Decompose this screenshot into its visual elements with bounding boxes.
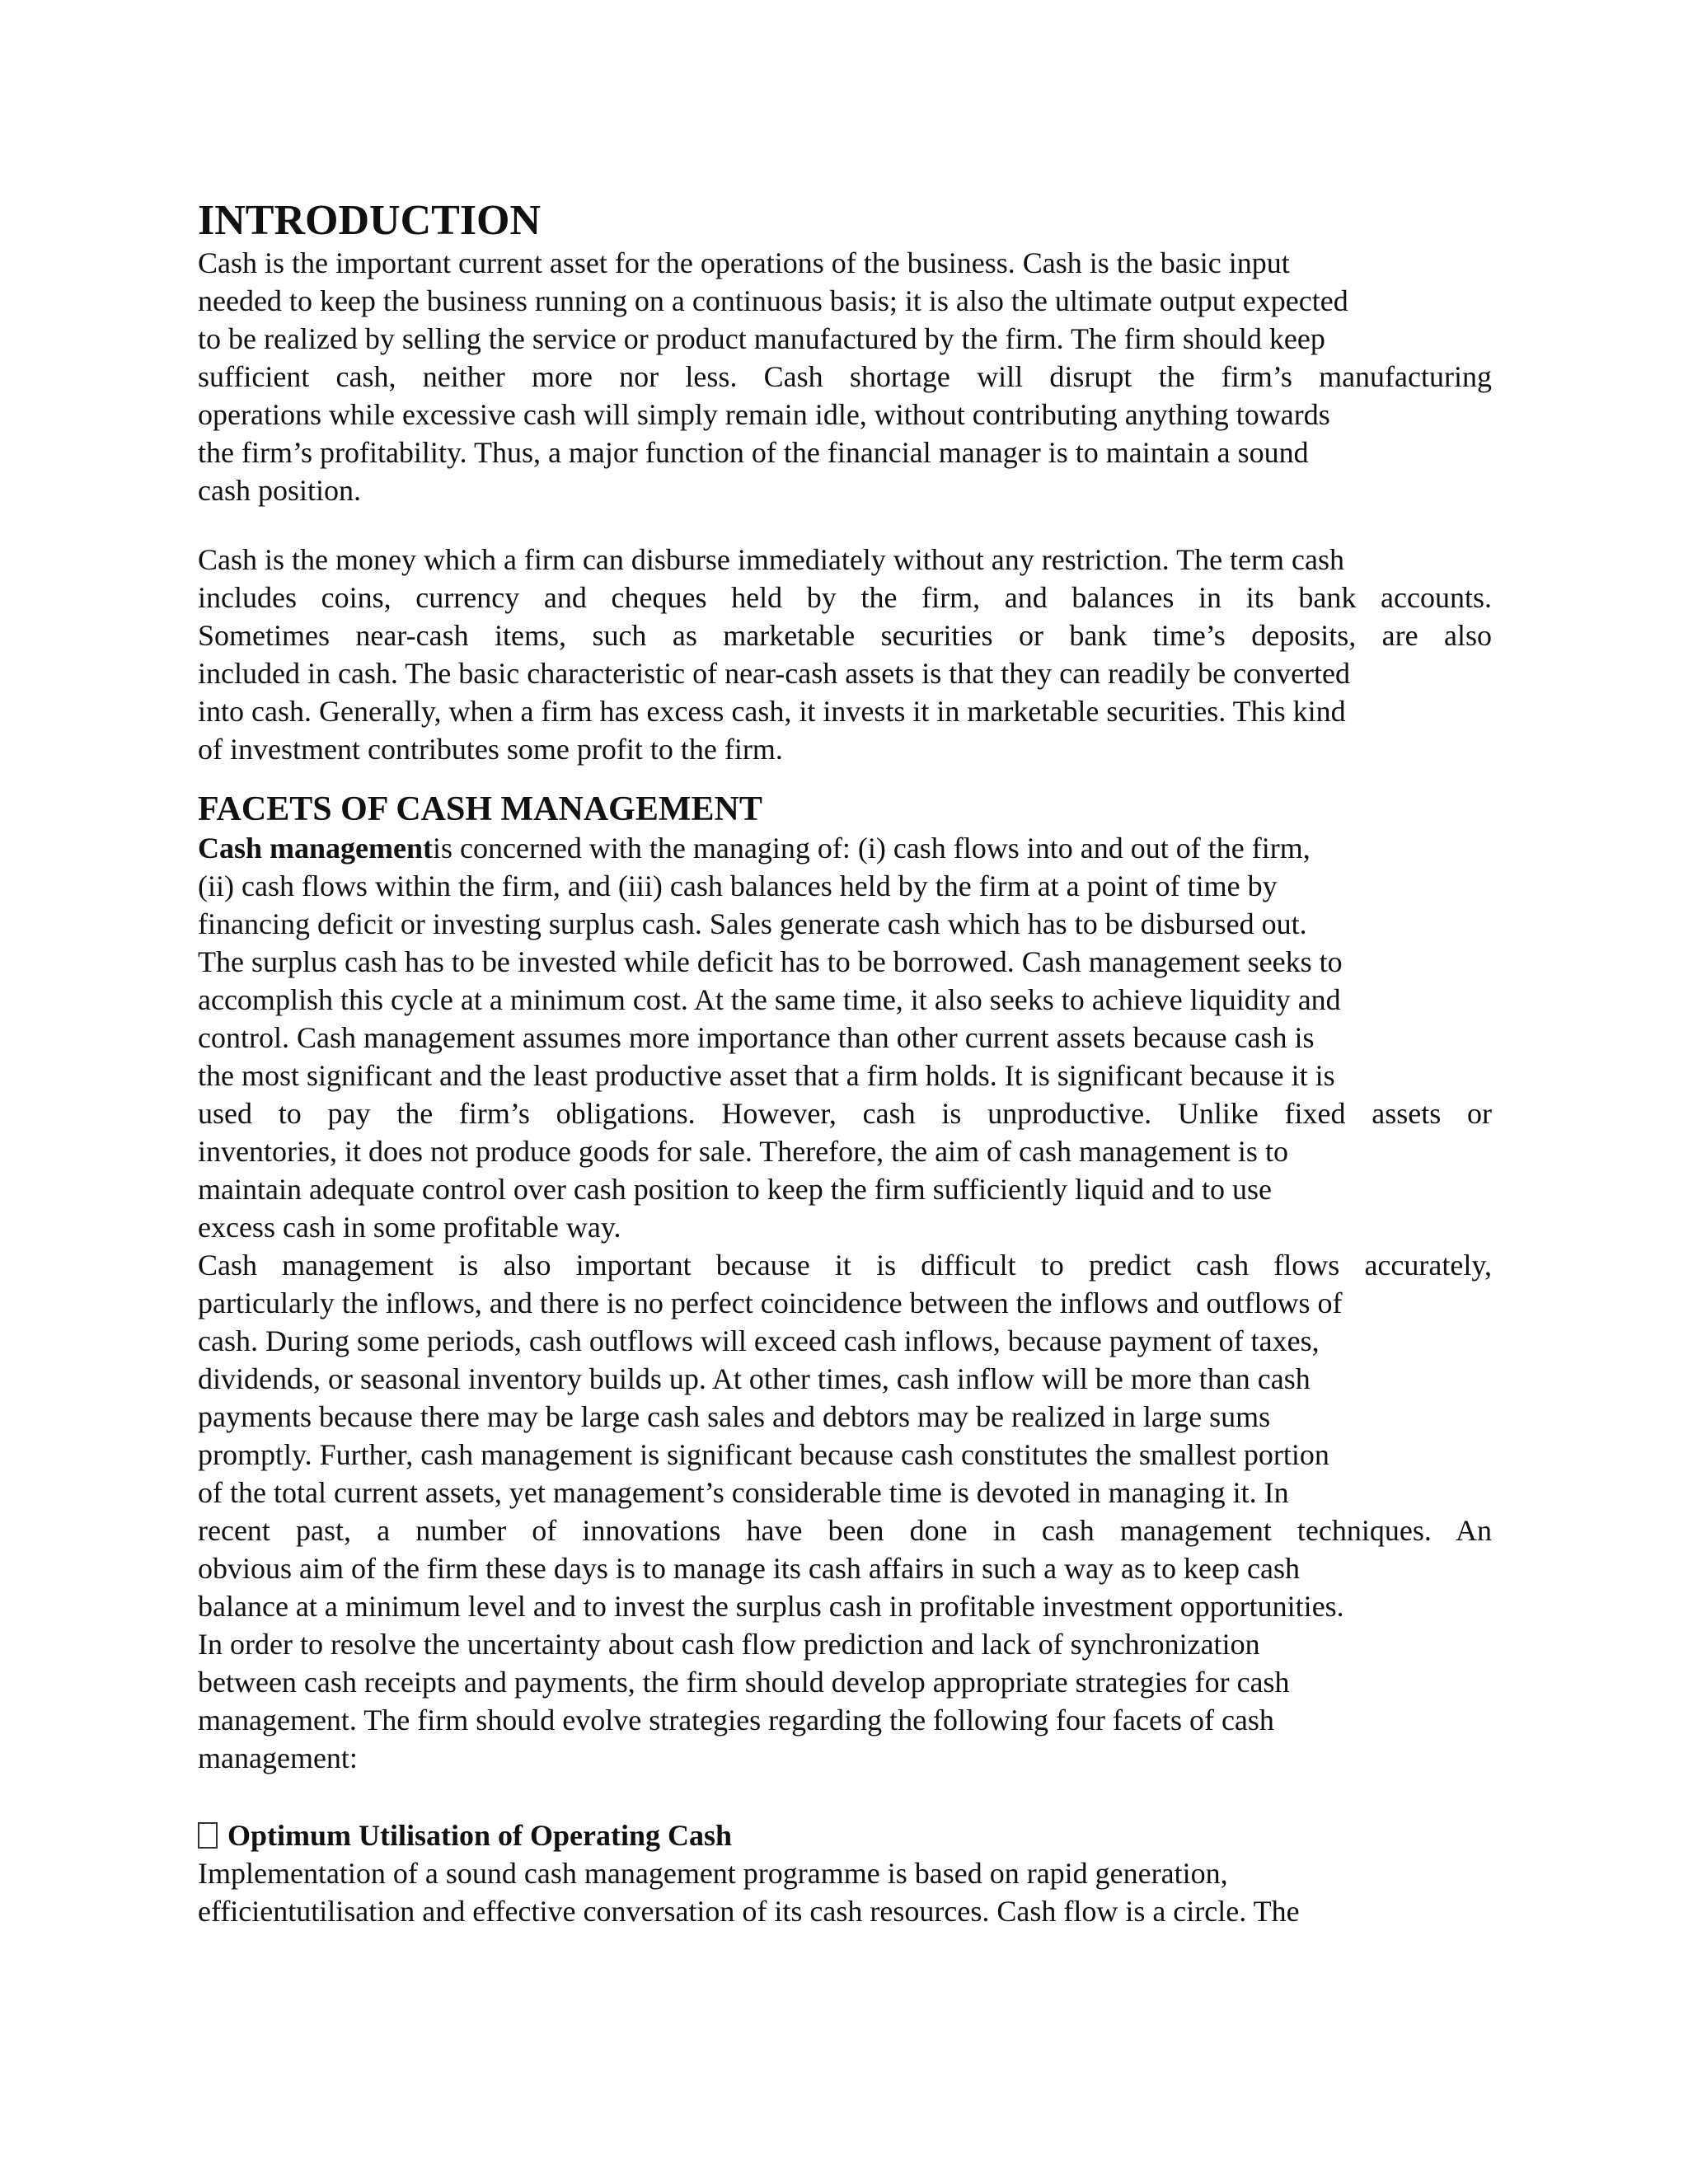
cash-management-term: Cash management	[198, 832, 433, 865]
facets-heading: FACETS OF CASH MANAGEMENT	[198, 790, 762, 828]
text-line: operations while excessive cash will simply remain idle, without contributing anything towards	[198, 398, 1330, 431]
text-line: payments because there may be large cash sales and debtors may be realized in large sums	[198, 1400, 1271, 1433]
text-line: obvious aim of the firm these days is to manage its cash affairs in such a way as to keep cash	[198, 1552, 1300, 1585]
text-line: sufficient cash, neither more nor less. Cash shortage will disrupt the firm’s manufacturing	[198, 360, 1492, 393]
text-line: of investment contributes some profit to the firm.	[198, 733, 783, 766]
text-line: (ii) cash flows within the firm, and (iii) cash balances held by the firm at a point of time by	[198, 869, 1278, 902]
text-line: inventories, it does not produce goods for sale. Therefore, the aim of cash management is to	[198, 1135, 1288, 1168]
text-line: into cash. Generally, when a firm has excess cash, it invests it in marketable securities. This kind	[198, 695, 1346, 728]
text-line: accomplish this cycle at a minimum cost. At the same time, it also seeks to achieve liquidity and	[198, 983, 1341, 1016]
text-line: the most significant and the least productive asset that a firm holds. It is significant because it is	[198, 1059, 1335, 1092]
bullet-box-icon	[198, 1822, 218, 1849]
text-line: recent past, a number of innovations have been done in cash management techniques. An	[198, 1514, 1492, 1547]
text-line: Cash is the important current asset for the operations of the business. Cash is the basic input	[198, 246, 1290, 279]
text-line: between cash receipts and payments, the firm should develop appropriate strategies for cash	[198, 1666, 1290, 1699]
introduction-paragraph-1	[198, 244, 1492, 509]
text-line: maintain adequate control over cash position to keep the firm sufficiently liquid and to use	[198, 1173, 1272, 1206]
facets-paragraph-2	[198, 1246, 1492, 1777]
text-line: promptly. Further, cash management is significant because cash constitutes the smallest portion	[198, 1438, 1329, 1471]
text-line: Sometimes near-cash items, such as marketable securities or bank time’s deposits, are also	[198, 619, 1492, 652]
document-page	[198, 198, 1492, 1930]
text-line: management. The firm should evolve strategies regarding the following four facets of cash	[198, 1704, 1274, 1736]
text-line: needed to keep the business running on a continuous basis; it is also the ultimate output expected	[198, 284, 1348, 317]
text-line: In order to resolve the uncertainty about cash flow prediction and lack of synchronization	[198, 1628, 1260, 1661]
text-line: particularly the inflows, and there is no perfect coincidence between the inflows and outflows of	[198, 1286, 1343, 1319]
text-line: Implementation of a sound cash management programme is based on rapid generation,	[198, 1857, 1228, 1890]
optimum-paragraph	[198, 1854, 1492, 1930]
text-line: used to pay the firm’s obligations. However, cash is unproductive. Unlike fixed assets or	[198, 1097, 1492, 1130]
introduction-heading: INTRODUCTION	[198, 197, 542, 244]
text-line: cash. During some periods, cash outflows will exceed cash inflows, because payment of taxes,	[198, 1324, 1320, 1357]
text-line: includes coins, currency and cheques held by the firm, and balances in its bank accounts.	[198, 581, 1492, 614]
text-line: included in cash. The basic characteristic of near-cash assets is that they can readily be converted	[198, 657, 1351, 690]
text-line: Cash is the money which a firm can disburse immediately without any restriction. The term cash	[198, 543, 1344, 576]
optimum-heading	[198, 1816, 1492, 1854]
text-line: The surplus cash has to be invested while deficit has to be borrowed. Cash management seeks to	[198, 945, 1343, 978]
lead-text: is concerned with the managing of: (i) cash flows into and out of the firm,	[433, 832, 1311, 865]
text-line: financing deficit or investing surplus cash. Sales generate cash which has to be disbursed out.	[198, 907, 1307, 940]
text-line: efficientutilisation and effective conversation of its cash resources. Cash flow is a circle. The	[198, 1895, 1300, 1928]
text-line	[198, 829, 1492, 867]
optimum-heading-text: Optimum Utilisation of Operating Cash	[227, 1819, 733, 1852]
text-line: balance at a minimum level and to invest the surplus cash in profitable investment opportunities.	[198, 1590, 1344, 1623]
text-line: dividends, or seasonal inventory builds up. At other times, cash inflow will be more than cash	[198, 1362, 1311, 1395]
text-line: of the total current assets, yet management’s considerable time is devoted in managing it. In	[198, 1476, 1289, 1509]
text-line: Cash management is also important because it is difficult to predict cash flows accurately,	[198, 1249, 1492, 1282]
text-line: to be realized by selling the service or product manufactured by the firm. The firm should keep	[198, 322, 1325, 355]
text-line: the firm’s profitability. Thus, a major function of the financial manager is to maintain a sound	[198, 436, 1309, 469]
text-line: cash position.	[198, 474, 361, 507]
facets-paragraph-1	[198, 829, 1492, 1246]
introduction-paragraph-2	[198, 541, 1492, 768]
text-line: excess cash in some profitable way.	[198, 1211, 621, 1244]
text-line: management:	[198, 1741, 358, 1774]
text-line: control. Cash management assumes more importance than other current assets because cash is	[198, 1021, 1315, 1054]
